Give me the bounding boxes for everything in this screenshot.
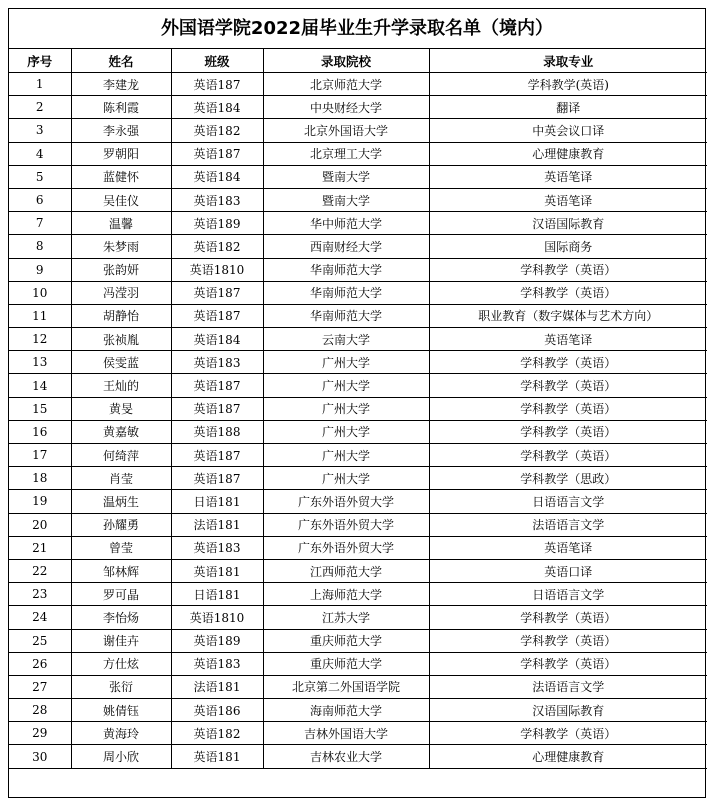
cell-index: 9 [9,258,71,281]
cell-name: 曾莹 [71,536,171,559]
cell-name: 李怡炀 [71,606,171,629]
cell-name: 张衍 [71,675,171,698]
cell-name: 何绮萍 [71,444,171,467]
cell-index: 2 [9,96,71,119]
table-row [9,513,707,536]
cell-major: 法语语言文学 [429,513,707,536]
cell-index: 22 [9,559,71,582]
cell-name: 冯滢羽 [71,281,171,304]
table-row [9,165,707,188]
cell-class: 英语188 [171,420,263,443]
cell-university: 广东外语外贸大学 [263,490,429,513]
cell-index: 16 [9,420,71,443]
cell-university: 广州大学 [263,397,429,420]
cell-index: 25 [9,629,71,652]
header-university: 录取院校 [263,49,429,73]
cell-index: 15 [9,397,71,420]
cell-major: 学科教学（英语） [429,444,707,467]
table-row [9,304,707,327]
cell-name: 邹林辉 [71,559,171,582]
cell-class: 英语182 [171,722,263,745]
cell-major: 学科教学（英语） [429,629,707,652]
cell-index: 19 [9,490,71,513]
cell-class: 英语189 [171,629,263,652]
cell-class: 法语181 [171,513,263,536]
cell-university: 北京外国语大学 [263,119,429,142]
cell-major: 翻译 [429,96,707,119]
table-row [9,281,707,304]
cell-class: 英语182 [171,235,263,258]
cell-university: 华南师范大学 [263,281,429,304]
table-header-row [9,49,707,73]
cell-class: 英语187 [171,397,263,420]
cell-major: 中英会议口译 [429,119,707,142]
cell-major: 学科教学（英语） [429,420,707,443]
cell-university: 暨南大学 [263,165,429,188]
cell-university: 广东外语外贸大学 [263,513,429,536]
cell-name: 蓝健怀 [71,165,171,188]
admission-table [9,49,707,769]
cell-university: 华南师范大学 [263,304,429,327]
cell-class: 英语181 [171,559,263,582]
cell-index: 8 [9,235,71,258]
cell-major: 英语笔译 [429,188,707,211]
cell-major: 汉语国际教育 [429,212,707,235]
table-row [9,258,707,281]
cell-university: 北京师范大学 [263,73,429,96]
table-row [9,96,707,119]
table-row [9,629,707,652]
cell-index: 24 [9,606,71,629]
cell-university: 广东外语外贸大学 [263,536,429,559]
table-row [9,583,707,606]
cell-class: 英语184 [171,96,263,119]
cell-class: 法语181 [171,675,263,698]
cell-major: 英语口译 [429,559,707,582]
cell-index: 6 [9,188,71,211]
cell-index: 26 [9,652,71,675]
cell-university: 广州大学 [263,467,429,490]
cell-name: 黄嘉敏 [71,420,171,443]
table-row [9,420,707,443]
table-row [9,188,707,211]
cell-major: 英语笔译 [429,328,707,351]
cell-index: 27 [9,675,71,698]
cell-major: 汉语国际教育 [429,699,707,722]
cell-index: 12 [9,328,71,351]
table-row [9,467,707,490]
cell-index: 28 [9,699,71,722]
cell-name: 罗可晶 [71,583,171,606]
table-row [9,699,707,722]
table-row [9,212,707,235]
cell-name: 朱梦雨 [71,235,171,258]
cell-university: 西南财经大学 [263,235,429,258]
cell-name: 侯雯蓝 [71,351,171,374]
cell-major: 学科教学（英语） [429,281,707,304]
table-row [9,444,707,467]
cell-index: 23 [9,583,71,606]
cell-major: 学科教学（英语） [429,397,707,420]
cell-university: 广州大学 [263,420,429,443]
cell-name: 罗朝阳 [71,142,171,165]
cell-class: 英语187 [171,467,263,490]
cell-index: 5 [9,165,71,188]
cell-index: 4 [9,142,71,165]
cell-class: 英语187 [171,444,263,467]
cell-class: 英语184 [171,328,263,351]
cell-name: 陈利霞 [71,96,171,119]
cell-major: 学科教学（英语） [429,652,707,675]
table-row [9,536,707,559]
cell-class: 日语181 [171,583,263,606]
cell-name: 王灿的 [71,374,171,397]
cell-major: 日语语言文学 [429,583,707,606]
page-title: 外国语学院2022届毕业生升学录取名单（境内） [9,9,705,49]
table-body [9,73,707,769]
cell-index: 18 [9,467,71,490]
cell-class: 英语189 [171,212,263,235]
cell-class: 英语187 [171,73,263,96]
cell-university: 北京理工大学 [263,142,429,165]
cell-major: 心理健康教育 [429,142,707,165]
table-row [9,722,707,745]
cell-class: 英语1810 [171,606,263,629]
table-row [9,745,707,768]
cell-class: 英语186 [171,699,263,722]
cell-name: 张韵妍 [71,258,171,281]
cell-university: 广州大学 [263,351,429,374]
cell-class: 英语183 [171,652,263,675]
cell-university: 中央财经大学 [263,96,429,119]
cell-name: 吴佳仪 [71,188,171,211]
cell-name: 温炳生 [71,490,171,513]
cell-university: 江西师范大学 [263,559,429,582]
table-row [9,652,707,675]
cell-index: 21 [9,536,71,559]
cell-index: 30 [9,745,71,768]
cell-major: 职业教育（数字媒体与艺术方向） [429,304,707,327]
table-row [9,397,707,420]
cell-index: 13 [9,351,71,374]
cell-index: 29 [9,722,71,745]
cell-name: 温馨 [71,212,171,235]
table-row [9,351,707,374]
header-major: 录取专业 [429,49,707,73]
cell-university: 海南师范大学 [263,699,429,722]
cell-university: 华南师范大学 [263,258,429,281]
cell-name: 姚倩钰 [71,699,171,722]
cell-major: 英语笔译 [429,165,707,188]
cell-university: 吉林农业大学 [263,745,429,768]
cell-class: 英语187 [171,142,263,165]
cell-name: 胡静怡 [71,304,171,327]
header-name: 姓名 [71,49,171,73]
table-row [9,559,707,582]
table-row [9,142,707,165]
cell-name: 肖莹 [71,467,171,490]
cell-major: 学科教学（英语） [429,374,707,397]
cell-university: 广州大学 [263,444,429,467]
cell-class: 英语187 [171,304,263,327]
cell-name: 周小欣 [71,745,171,768]
cell-major: 英语笔译 [429,536,707,559]
cell-major: 学科教学（思政） [429,467,707,490]
cell-class: 英语187 [171,374,263,397]
cell-university: 广州大学 [263,374,429,397]
cell-university: 北京第二外国语学院 [263,675,429,698]
cell-major: 日语语言文学 [429,490,707,513]
cell-major: 学科教学（英语） [429,258,707,281]
cell-major: 学科教学（英语） [429,606,707,629]
cell-university: 云南大学 [263,328,429,351]
cell-index: 1 [9,73,71,96]
cell-index: 14 [9,374,71,397]
cell-university: 暨南大学 [263,188,429,211]
cell-index: 17 [9,444,71,467]
cell-name: 方仕炫 [71,652,171,675]
cell-class: 英语187 [171,281,263,304]
cell-university: 重庆师范大学 [263,652,429,675]
cell-index: 7 [9,212,71,235]
cell-major: 学科教学(英语) [429,73,707,96]
header-index: 序号 [9,49,71,73]
cell-major: 心理健康教育 [429,745,707,768]
cell-class: 英语184 [171,165,263,188]
cell-major: 学科教学（英语） [429,722,707,745]
cell-class: 英语183 [171,536,263,559]
table-row [9,675,707,698]
cell-index: 11 [9,304,71,327]
cell-class: 英语183 [171,351,263,374]
cell-university: 重庆师范大学 [263,629,429,652]
cell-university: 吉林外国语大学 [263,722,429,745]
table-row [9,490,707,513]
cell-index: 10 [9,281,71,304]
cell-major: 学科教学（英语） [429,351,707,374]
cell-class: 日语181 [171,490,263,513]
cell-name: 黄海玲 [71,722,171,745]
cell-class: 英语182 [171,119,263,142]
cell-name: 孙耀勇 [71,513,171,536]
cell-university: 江苏大学 [263,606,429,629]
cell-class: 英语183 [171,188,263,211]
cell-name: 谢佳卉 [71,629,171,652]
cell-class: 英语181 [171,745,263,768]
header-class: 班级 [171,49,263,73]
table-row [9,328,707,351]
cell-name: 张祯胤 [71,328,171,351]
table-row [9,374,707,397]
cell-university: 华中师范大学 [263,212,429,235]
cell-index: 20 [9,513,71,536]
cell-class: 英语1810 [171,258,263,281]
table-row [9,606,707,629]
admission-list-sheet [8,8,706,798]
table-row [9,235,707,258]
table-row [9,119,707,142]
cell-major: 法语语言文学 [429,675,707,698]
cell-index: 3 [9,119,71,142]
cell-name: 李永强 [71,119,171,142]
cell-major: 国际商务 [429,235,707,258]
cell-university: 上海师范大学 [263,583,429,606]
cell-name: 李建龙 [71,73,171,96]
cell-name: 黄旻 [71,397,171,420]
table-row [9,73,707,96]
